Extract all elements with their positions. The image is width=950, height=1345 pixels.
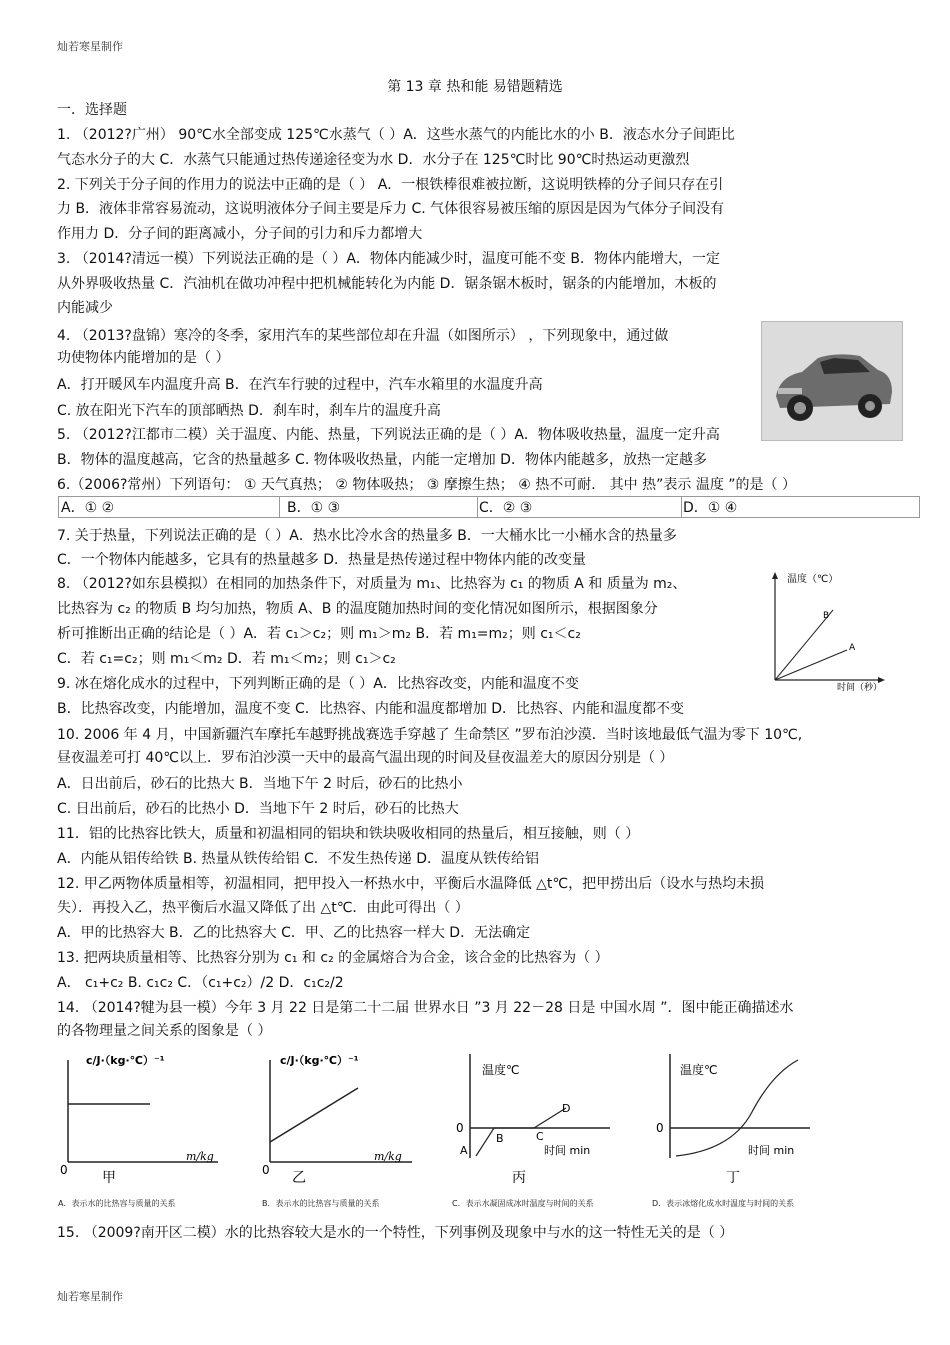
graph-jia-name: 甲	[102, 1170, 116, 1185]
graph-ding-y-label: 温度℃	[680, 1063, 718, 1077]
q6-option-d: D．① ④	[683, 500, 738, 516]
q6-options-table	[58, 496, 920, 518]
text-line: 内能减少	[57, 300, 113, 316]
graph-jia	[58, 1050, 228, 1185]
graph-yi-x-label: m/kg	[374, 1150, 402, 1163]
text-line: 的各物理量之间关系的图象是（ ）	[57, 1023, 272, 1039]
graph-yi-origin: 0	[262, 1163, 270, 1177]
text-line: 5. （2012?江都市二模）关于温度、内能、热量，下列说法正确的是（ ）A．物体吸收热量，温度一定升高	[57, 427, 720, 443]
text-line: 功使物体内能增加的是（ ）	[57, 350, 230, 366]
q6-option-b: B．① ③	[287, 500, 341, 516]
text-line: 8. （2012?如东县模拟）在相同的加热条件下，对质量为 m₁、比热容为 c₁ 的物质 A 和 质量为 m₂、	[57, 576, 687, 592]
text-line: A． c₁+c₂ B. c₁c₂ C．（c₁+c₂）/2 D．c₁c₂/2	[57, 975, 344, 991]
section-heading: 一．选择题	[57, 102, 127, 118]
text-line: C．一个物体内能越多，它具有的热量越多 D．热量是热传递过程中物体内能的改变量	[57, 552, 587, 568]
graph-bing-point-d: D	[562, 1102, 571, 1115]
q6-option-a: A．① ②	[61, 500, 115, 516]
car-photo	[761, 321, 903, 441]
text-line: 7. 关于热量，下列说法正确的是（ ）A．热水比冷水含的热量多 B．一大桶水比一小桶水含的热量多	[57, 528, 677, 544]
text-line: 10. 2006 年 4 月，中国新疆汽车摩托车越野挑战赛选手穿越了 生命禁区 ”罗布泊沙漠．当时该地最低气温为零下 10℃,	[57, 727, 803, 743]
text-line: 1. （2012?广州） 90℃水全部变成 125℃水蒸气（ ）A．这些水蒸气的内能比水的小 B．液态水分子间距比	[57, 127, 735, 143]
text-line: 3. （2014?清远一模）下列说法正确的是（ ）A．物体内能减少时，温度可能不变 B．物体内能增大，一定	[57, 251, 720, 267]
text-line: B．比热容改变，内能增加，温度不变 C．比热容、内能和温度都增加 D．比热容、内能和温度都不变	[57, 701, 685, 717]
graph-yi-name: 乙	[292, 1170, 306, 1185]
graph-ding	[652, 1050, 822, 1185]
graph-ding-name: 丁	[726, 1170, 740, 1185]
graph-bing	[452, 1050, 622, 1185]
page-header: 灿若寒星制作	[57, 40, 123, 53]
q8-series-a-label: A	[849, 643, 856, 653]
text-line: 析可推断出正确的结论是（ ）A．若 c₁＞c₂；则 m₁＞m₂ B．若 m₁=m₂；则 c₁＜c₂	[57, 626, 581, 642]
text-line: 13. 把两块质量相等、比热容分别为 c₁ 和 c₂ 的金属熔合为合金，该合金的比热容为（ ）	[57, 950, 609, 966]
text-line: A．打开暖风车内温度升高 B．在汽车行驶的过程中，汽车水箱里的水温度升高	[57, 377, 543, 393]
graph-bing-point-b: B	[496, 1132, 504, 1145]
graph-bing-point-a: A	[460, 1144, 468, 1157]
text-line: 昼夜温差可打 40℃以上．罗布泊沙漠一天中的最高气温出现的时间及昼夜温差大的原因分别是（ ）	[57, 750, 674, 766]
text-line: A．甲的比热容大 B．乙的比热容大 C．甲、乙的比热容一样大 D．无法确定	[57, 925, 531, 941]
q8-temperature-time-graph	[765, 570, 890, 692]
q8-series-b-label: B	[823, 611, 830, 621]
graph-yi	[262, 1050, 427, 1185]
text-line: 9. 冰在熔化成水的过程中，下列判断正确的是（ ）A．比热容改变，内能和温度不变	[57, 676, 579, 692]
graph-bing-x-label: 时间 min	[544, 1144, 591, 1157]
text-line: 4. （2013?盘锦）寒冷的冬季，家用汽车的某些部位却在升温（如图所示） ，下列现象中，通过做	[57, 328, 669, 344]
q8-x-axis-label: 时间（秒）	[837, 683, 883, 692]
graph-jia-caption: A．表示水的比热容与质量的关系	[58, 1199, 176, 1208]
page-footer: 灿若寒星制作	[57, 1290, 123, 1303]
text-line: 6.（2006?常州）下列语句： ① 天气真热； ② 物体吸热； ③ 摩擦生热； ④ 热不可耐． 其中 热”表示 温度 ”的是（ ）	[57, 477, 796, 493]
text-line: 从外界吸收热量 C．汽油机在做功冲程中把机械能转化为内能 D．锯条锯木板时，锯条的内能增加，木板的	[57, 276, 717, 292]
text-line: 12. 甲乙两物体质量相等，初温相同，把甲投入一杯热水中，平衡后水温降低 △t℃，把甲捞出后（设水与热均未损	[57, 876, 765, 892]
text-line: 比热容为 c₂ 的物质 B 均匀加热，物质 A、B 的温度随加热时间的变化情况如图所示，根据图象分	[57, 601, 658, 617]
graph-jia-y-label: c/J·（kg·℃）⁻¹	[86, 1054, 165, 1067]
graph-yi-y-label: c/J·（kg·℃）⁻¹	[280, 1054, 359, 1067]
graph-bing-y-label: 温度℃	[482, 1063, 520, 1077]
text-line: C．若 c₁=c₂；则 m₁＜m₂ D．若 m₁＜m₂；则 c₁＞c₂	[57, 651, 396, 667]
text-line: 11．铝的比热容比铁大，质量和初温相同的铝块和铁块吸收相同的热量后，相互接触，则（ ）	[57, 826, 640, 842]
text-line: A．日出前后，砂石的比热大 B．当地下午 2 时后，砂石的比热小	[57, 776, 463, 792]
text-line: 2. 下列关于分子间的作用力的说法中正确的是（ ） A．一根铁棒很难被拉断，这说明铁棒的分子间只存在引	[57, 177, 724, 193]
graph-bing-caption: C．表示水凝固成冰时温度与时间的关系	[452, 1199, 594, 1208]
text-line: 力 B．液体非常容易流动，这说明液体分子间主要是斥力 C. 气体很容易被压缩的原因是因为气体分子间没有	[57, 201, 725, 217]
page-title: 第 13 章 热和能 易错题精选	[387, 79, 563, 95]
graph-bing-point-c: C	[536, 1130, 544, 1143]
text-line: 气态水分子的大 C．水蒸气只能通过热传递途径变为水 D．水分子在 125℃时比 90℃时热运动更激烈	[57, 152, 690, 168]
text-line: 14. （2014?犍为县一模）今年 3 月 22 日是第二十二届 世界水日 ”3 月 22－28 日是 中国水周 ”．图中能正确描述水	[57, 1000, 794, 1016]
text-line: B．物体的温度越高，它含的热量越多 C. 物体吸收热量，内能一定增加 D．物体内能越多，放热一定越多	[57, 452, 707, 468]
text-line: 15. （2009?南开区二模）水的比热容较大是水的一个特性，下列事例及现象中与水的这一特性无关的是（ ）	[57, 1225, 734, 1241]
text-line: 作用力 D．分子间的距离减小，分子间的引力和斥力都增大	[57, 226, 423, 242]
graph-bing-name: 丙	[512, 1170, 526, 1185]
graph-ding-origin: 0	[656, 1121, 664, 1135]
graph-ding-caption: D．表示冰熔化成水时温度与时间的关系	[652, 1199, 795, 1208]
text-line: 失）．再投入乙，热平衡后水温又降低了出 △t℃．由此可得出（ ）	[57, 900, 469, 916]
graph-jia-x-label: m/kg	[186, 1150, 214, 1163]
q8-y-axis-label: 温度（℃）	[787, 574, 839, 585]
graph-jia-origin: 0	[60, 1163, 68, 1177]
text-line: C. 放在阳光下汽车的顶部晒热 D．刹车时，刹车片的温度升高	[57, 403, 441, 419]
q6-option-c: C．② ③	[479, 500, 533, 516]
graph-ding-x-label: 时间 min	[748, 1144, 795, 1157]
graph-yi-caption: B．表示水的比热容与质量的关系	[262, 1199, 380, 1208]
text-line: C. 日出前后，砂石的比热小 D．当地下午 2 时后，砂石的比热大	[57, 801, 459, 817]
graph-bing-origin: 0	[456, 1121, 464, 1135]
text-line: A．内能从铝传给铁 B. 热量从铁传给铝 C．不发生热传递 D．温度从铁传给铝	[57, 851, 539, 867]
